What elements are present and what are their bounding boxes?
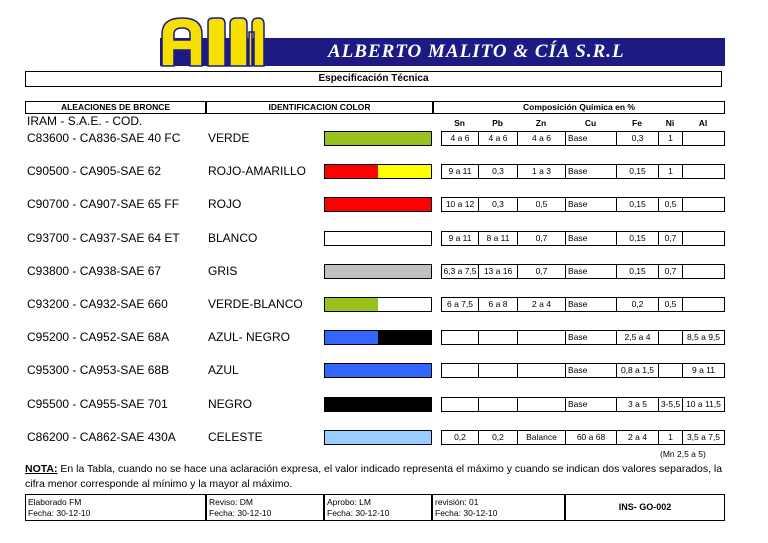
composition-cell-fe: 0,8 a 1,5	[616, 363, 659, 378]
composition-cell-ni: 0,5	[658, 197, 683, 212]
alloy-name: C83600 - CA836-SAE 40 FC	[27, 131, 181, 145]
composition-cell-zn: Balance	[517, 430, 566, 445]
composition-cell-sn	[441, 330, 479, 345]
color-swatch	[324, 430, 432, 445]
column-header-composition: Composición Química en %	[433, 101, 725, 114]
composition-cell-zn: 0,7	[517, 231, 566, 246]
composition-cell-ni: 1	[658, 164, 683, 179]
swatch-segment	[325, 132, 431, 145]
composition-cell-cu: Base	[565, 131, 617, 146]
composition-cell-al	[682, 197, 725, 212]
alloy-name: C95200 - CA952-SAE 68A	[27, 330, 170, 344]
composition-cell-cu: Base	[565, 264, 617, 279]
alloy-name: C86200 - CA862-SAE 430A	[27, 430, 176, 444]
color-swatch	[324, 363, 432, 378]
composition-cell-pb	[478, 330, 518, 345]
note-label: NOTA:	[25, 463, 58, 475]
note-text: En la Tabla, cuando no se hace una aclaración expresa, el valor indicado representa el máximo y cuando se indican dos valores separados, la cifra menor corresponde al mínimo y la mayor al máximo.	[25, 463, 723, 490]
footer-revision-date: Fecha: 30-12-10	[435, 508, 498, 518]
composition-cell-cu: Base	[565, 330, 617, 345]
composition-cell-ni	[658, 363, 683, 378]
color-swatch	[324, 231, 432, 246]
footer-aprobo-label: Aprobo: LM	[327, 497, 371, 507]
color-name: GRIS	[208, 264, 238, 278]
document-code: INS- GO-002	[565, 494, 725, 521]
composition-cell-fe: 0,15	[616, 231, 659, 246]
swatch-segment	[325, 265, 431, 278]
composition-cell-al	[682, 231, 725, 246]
color-swatch	[324, 131, 432, 146]
color-name: AZUL- NEGRO	[208, 330, 291, 344]
swatch-segment	[325, 431, 431, 444]
composition-cell-al	[682, 297, 725, 312]
composition-cell-zn	[517, 363, 566, 378]
composition-cell-zn: 4 a 6	[517, 131, 566, 146]
color-swatch	[324, 297, 432, 312]
composition-cell-pb: 13 a 16	[478, 264, 518, 279]
swatch-segment	[325, 198, 431, 211]
composition-cell-al: 9 a 11	[682, 363, 725, 378]
composition-cell-fe: 0,15	[616, 197, 659, 212]
alloy-name: C90500 - CA905-SAE 62	[27, 164, 162, 178]
alloy-name: C93700 - CA937-SAE 64 ET	[27, 231, 180, 245]
alloy-name: C95500 - CA955-SAE 701	[27, 397, 168, 411]
column-header-alloys: ALEACIONES DE BRONCE	[25, 101, 206, 114]
composition-cell-ni: 0,5	[658, 297, 683, 312]
composition-cell-cu: 60 a 68	[565, 430, 617, 445]
composition-cell-al	[682, 131, 725, 146]
manganese-note: (Mn 2,5 a 5)	[660, 449, 706, 459]
composition-cell-fe: 0,15	[616, 264, 659, 279]
swatch-segment	[325, 331, 378, 344]
color-swatch	[324, 164, 432, 179]
color-name: ROJO	[208, 197, 242, 211]
composition-cell-cu: Base	[565, 231, 617, 246]
alloy-name: C90700 - CA907-SAE 65 FF	[27, 197, 180, 211]
color-swatch	[324, 264, 432, 279]
footer-elaborado-date: Fecha: 30-12-10	[28, 508, 91, 518]
element-header-sn: Sn	[454, 118, 465, 128]
composition-cell-sn	[441, 363, 479, 378]
element-header-al: Al	[698, 118, 708, 128]
composition-cell-ni: 0,7	[658, 231, 683, 246]
alloy-name: C93800 - CA938-SAE 67	[27, 264, 162, 278]
composition-cell-al: 8,5 a 9,5	[682, 330, 725, 345]
composition-cell-ni: 3-5,5	[658, 397, 683, 412]
footer-reviso	[206, 494, 324, 521]
swatch-segment	[325, 398, 431, 411]
composition-cell-al	[682, 164, 725, 179]
column-header-color: IDENTIFICACION COLOR	[206, 101, 433, 114]
footer-elaborado-label: Elaborado FM	[28, 497, 82, 507]
footer-aprobo	[324, 494, 432, 521]
composition-cell-sn: 6,3 a 7,5	[441, 264, 479, 279]
alloy-name: C93200 - CA932-SAE 660	[27, 297, 168, 311]
composition-cell-fe: 2,5 a 4	[616, 330, 659, 345]
color-name: ROJO-AMARILLO	[208, 164, 307, 178]
composition-cell-al: 3,5 a 7,5	[682, 430, 725, 445]
composition-cell-sn: 6 a 7,5	[441, 297, 479, 312]
composition-cell-cu: Base	[565, 164, 617, 179]
composition-cell-fe: 0,2	[616, 297, 659, 312]
spec-title: Especificación Técnica	[318, 73, 429, 84]
composition-cell-pb: 8 a 11	[478, 231, 518, 246]
swatch-segment	[325, 232, 431, 245]
composition-cell-cu: Base	[565, 363, 617, 378]
element-header-zn: Zn	[535, 118, 547, 128]
swatch-segment	[378, 298, 431, 311]
composition-cell-zn: 0,7	[517, 264, 566, 279]
composition-cell-zn	[517, 397, 566, 412]
color-name: AZUL	[208, 363, 239, 377]
footer-reviso-label: Reviso: DM	[209, 497, 253, 507]
element-header-fe: Fe	[632, 118, 642, 128]
footer-aprobo-date: Fecha: 30-12-10	[327, 508, 390, 518]
color-name: VERDE	[208, 131, 250, 145]
color-name: NEGRO	[208, 397, 253, 411]
swatch-segment	[378, 165, 431, 178]
color-name: VERDE-BLANCO	[208, 297, 303, 311]
composition-cell-fe: 0,3	[616, 131, 659, 146]
swatch-segment	[325, 298, 378, 311]
color-swatch	[324, 397, 432, 412]
alloy-name: C95300 - CA953-SAE 68B	[27, 363, 170, 377]
composition-cell-fe: 2 a 4	[616, 430, 659, 445]
color-name: CELESTE	[208, 430, 263, 444]
composition-cell-sn: 9 a 11	[441, 231, 479, 246]
composition-cell-al: 10 a 11,5	[682, 397, 725, 412]
footer-revision-label: revisión: 01	[435, 497, 479, 507]
composition-cell-fe: 0,15	[616, 164, 659, 179]
color-swatch	[324, 330, 432, 345]
composition-cell-ni: 1	[658, 430, 683, 445]
composition-cell-zn	[517, 330, 566, 345]
composition-cell-ni: 1	[658, 131, 683, 146]
swatch-segment	[378, 331, 431, 344]
footer-reviso-date: Fecha: 30-12-10	[209, 508, 272, 518]
composition-cell-zn: 0,5	[517, 197, 566, 212]
composition-cell-sn: 10 a 12	[441, 197, 479, 212]
color-swatch	[324, 197, 432, 212]
composition-cell-sn: 4 a 6	[441, 131, 479, 146]
composition-cell-zn: 1 a 3	[517, 164, 566, 179]
company-logo	[158, 12, 268, 67]
composition-cell-zn: 2 a 4	[517, 297, 566, 312]
composition-cell-sn: 0,2	[441, 430, 479, 445]
composition-cell-ni	[658, 330, 683, 345]
footer-elaborado	[25, 494, 206, 521]
composition-cell-cu: Base	[565, 397, 617, 412]
composition-cell-pb: 0,2	[478, 430, 518, 445]
composition-cell-pb: 0,3	[478, 164, 518, 179]
composition-cell-pb	[478, 363, 518, 378]
color-name: BLANCO	[208, 231, 258, 245]
composition-cell-cu: Base	[565, 297, 617, 312]
composition-cell-ni: 0,7	[658, 264, 683, 279]
composition-cell-sn	[441, 397, 479, 412]
element-header-pb: Pb	[492, 118, 503, 128]
composition-cell-pb	[478, 397, 518, 412]
composition-cell-sn: 9 a 11	[441, 164, 479, 179]
element-header-ni: Ni	[665, 118, 675, 128]
footer-revision	[432, 494, 565, 521]
composition-cell-pb: 4 a 6	[478, 131, 518, 146]
composition-cell-fe: 3 a 5	[616, 397, 659, 412]
composition-cell-pb: 0,3	[478, 197, 518, 212]
swatch-segment	[325, 165, 378, 178]
company-name: ALBERTO MALITO & CÍA S.R.L	[328, 41, 625, 62]
swatch-segment	[325, 364, 431, 377]
iram-sae-label: IRAM - S.A.E. - COD.	[27, 114, 143, 128]
composition-cell-al	[682, 264, 725, 279]
element-header-cu: Cu	[584, 118, 597, 128]
composition-cell-cu: Base	[565, 197, 617, 212]
table-note	[25, 462, 725, 492]
composition-cell-pb: 6 a 8	[478, 297, 518, 312]
